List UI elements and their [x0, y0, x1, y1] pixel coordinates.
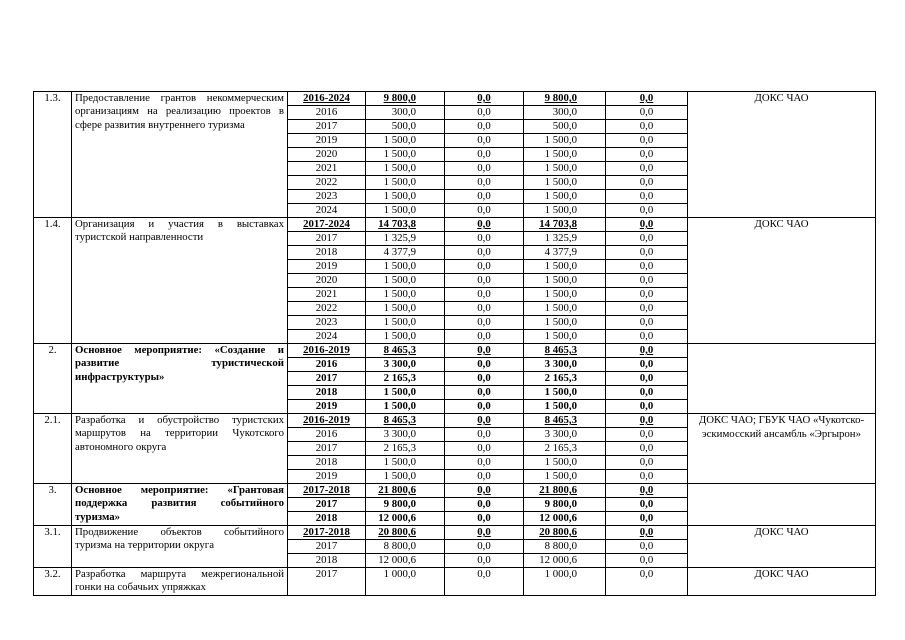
district-budget-cell: 1 500,0: [524, 176, 606, 190]
total-amount-cell: 20 800,6: [366, 526, 445, 540]
federal-budget-cell: 0,0: [445, 372, 524, 386]
district-budget-cell: 300,0: [524, 106, 606, 120]
total-amount-cell: 1 500,0: [366, 456, 445, 470]
federal-budget-cell: 0,0: [445, 456, 524, 470]
federal-budget-cell: 0,0: [445, 428, 524, 442]
period-cell: 2016-2024: [288, 92, 366, 106]
federal-budget-cell: 0,0: [445, 568, 524, 596]
total-amount-cell: 8 465,3: [366, 414, 445, 428]
item-number: 1.4.: [34, 218, 72, 344]
district-budget-cell: 8 465,3: [524, 414, 606, 428]
total-amount-cell: 4 377,9: [366, 246, 445, 260]
total-amount-cell: 1 000,0: [366, 568, 445, 596]
district-budget-cell: 1 500,0: [524, 400, 606, 414]
period-cell: 2017: [288, 498, 366, 512]
period-cell: 2018: [288, 512, 366, 526]
period-cell: 2020: [288, 148, 366, 162]
total-amount-cell: 9 800,0: [366, 498, 445, 512]
federal-budget-cell: 0,0: [445, 400, 524, 414]
period-cell: 2016: [288, 106, 366, 120]
period-cell: 2019: [288, 260, 366, 274]
total-amount-cell: 12 000,6: [366, 554, 445, 568]
district-budget-cell: 1 500,0: [524, 456, 606, 470]
period-cell: 2017: [288, 232, 366, 246]
other-sources-cell: 0,0: [606, 540, 688, 554]
total-amount-cell: 1 500,0: [366, 288, 445, 302]
executor-cell: ДОКС ЧАО; ГБУК ЧАО «Чукотско-эскимосский ансамбль «Эргырон»: [688, 414, 876, 484]
period-cell: 2021: [288, 162, 366, 176]
item-title: Продвижение объектов событийного туризма на территории округа: [72, 526, 288, 568]
federal-budget-cell: 0,0: [445, 176, 524, 190]
district-budget-cell: 12 000,6: [524, 554, 606, 568]
total-amount-cell: 3 300,0: [366, 358, 445, 372]
district-budget-cell: 14 703,8: [524, 218, 606, 232]
item-title: Разработка и обустройство туристских маршрутов на территории Чукотского автономного округа: [72, 414, 288, 484]
period-cell: 2023: [288, 316, 366, 330]
total-amount-cell: 14 703,8: [366, 218, 445, 232]
period-cell: 2020: [288, 274, 366, 288]
federal-budget-cell: 0,0: [445, 288, 524, 302]
period-cell: 2019: [288, 470, 366, 484]
federal-budget-cell: 0,0: [445, 442, 524, 456]
table-row: [34, 218, 876, 232]
district-budget-cell: 9 800,0: [524, 498, 606, 512]
item-title: Предоставление грантов некоммерческим организациям на реализацию проектов в сфере развития внутреннего туризма: [72, 92, 288, 218]
district-budget-cell: 8 465,3: [524, 344, 606, 358]
total-amount-cell: 1 500,0: [366, 204, 445, 218]
total-amount-cell: 300,0: [366, 106, 445, 120]
executor-cell: [688, 484, 876, 526]
other-sources-cell: 0,0: [606, 512, 688, 526]
total-amount-cell: 1 325,9: [366, 232, 445, 246]
total-amount-cell: 3 300,0: [366, 428, 445, 442]
period-cell: 2017: [288, 120, 366, 134]
other-sources-cell: 0,0: [606, 428, 688, 442]
program-funding-table: [33, 91, 876, 596]
executor-cell: ДОКС ЧАО: [688, 218, 876, 344]
table-row: [34, 92, 876, 106]
district-budget-cell: 3 300,0: [524, 428, 606, 442]
period-cell: 2018: [288, 456, 366, 470]
table-row: [34, 344, 876, 358]
other-sources-cell: 0,0: [606, 358, 688, 372]
total-amount-cell: 1 500,0: [366, 162, 445, 176]
total-amount-cell: 1 500,0: [366, 470, 445, 484]
federal-budget-cell: 0,0: [445, 316, 524, 330]
period-cell: 2018: [288, 554, 366, 568]
total-amount-cell: 12 000,6: [366, 512, 445, 526]
table-row: [34, 568, 876, 596]
federal-budget-cell: 0,0: [445, 512, 524, 526]
other-sources-cell: 0,0: [606, 148, 688, 162]
executor-cell: ДОКС ЧАО: [688, 92, 876, 218]
item-title: Разработка маршрута межрегиональной гонки на собачьих упряжках: [72, 568, 288, 596]
federal-budget-cell: 0,0: [445, 162, 524, 176]
federal-budget-cell: 0,0: [445, 246, 524, 260]
federal-budget-cell: 0,0: [445, 498, 524, 512]
other-sources-cell: 0,0: [606, 134, 688, 148]
period-cell: 2019: [288, 134, 366, 148]
total-amount-cell: 1 500,0: [366, 260, 445, 274]
period-cell: 2017-2018: [288, 484, 366, 498]
district-budget-cell: 3 300,0: [524, 358, 606, 372]
federal-budget-cell: 0,0: [445, 106, 524, 120]
item-number: 2.1.: [34, 414, 72, 484]
federal-budget-cell: 0,0: [445, 526, 524, 540]
period-cell: 2017: [288, 568, 366, 596]
district-budget-cell: 2 165,3: [524, 442, 606, 456]
other-sources-cell: 0,0: [606, 554, 688, 568]
district-budget-cell: 2 165,3: [524, 372, 606, 386]
federal-budget-cell: 0,0: [445, 344, 524, 358]
total-amount-cell: 1 500,0: [366, 134, 445, 148]
total-amount-cell: 1 500,0: [366, 190, 445, 204]
period-cell: 2024: [288, 204, 366, 218]
total-amount-cell: 1 500,0: [366, 148, 445, 162]
other-sources-cell: 0,0: [606, 120, 688, 134]
period-cell: 2018: [288, 246, 366, 260]
table-row: [34, 484, 876, 498]
period-cell: 2017: [288, 372, 366, 386]
other-sources-cell: 0,0: [606, 442, 688, 456]
district-budget-cell: 1 500,0: [524, 190, 606, 204]
district-budget-cell: 1 500,0: [524, 162, 606, 176]
executor-cell: [688, 344, 876, 414]
period-cell: 2016: [288, 358, 366, 372]
table-row: [34, 526, 876, 540]
total-amount-cell: 2 165,3: [366, 442, 445, 456]
district-budget-cell: 9 800,0: [524, 92, 606, 106]
total-amount-cell: 8 800,0: [366, 540, 445, 554]
period-cell: 2018: [288, 386, 366, 400]
other-sources-cell: 0,0: [606, 106, 688, 120]
federal-budget-cell: 0,0: [445, 92, 524, 106]
other-sources-cell: 0,0: [606, 456, 688, 470]
other-sources-cell: 0,0: [606, 288, 688, 302]
period-cell: 2017-2024: [288, 218, 366, 232]
district-budget-cell: 1 500,0: [524, 148, 606, 162]
total-amount-cell: 1 500,0: [366, 302, 445, 316]
item-number: 3.1.: [34, 526, 72, 568]
period-cell: 2016: [288, 428, 366, 442]
federal-budget-cell: 0,0: [445, 302, 524, 316]
federal-budget-cell: 0,0: [445, 148, 524, 162]
federal-budget-cell: 0,0: [445, 330, 524, 344]
total-amount-cell: 500,0: [366, 120, 445, 134]
district-budget-cell: 1 500,0: [524, 260, 606, 274]
other-sources-cell: 0,0: [606, 316, 688, 330]
federal-budget-cell: 0,0: [445, 358, 524, 372]
period-cell: 2017: [288, 540, 366, 554]
federal-budget-cell: 0,0: [445, 274, 524, 288]
period-cell: 2024: [288, 330, 366, 344]
federal-budget-cell: 0,0: [445, 260, 524, 274]
district-budget-cell: 1 500,0: [524, 302, 606, 316]
total-amount-cell: 9 800,0: [366, 92, 445, 106]
total-amount-cell: 1 500,0: [366, 274, 445, 288]
period-cell: 2017-2018: [288, 526, 366, 540]
other-sources-cell: 0,0: [606, 400, 688, 414]
other-sources-cell: 0,0: [606, 246, 688, 260]
district-budget-cell: 1 500,0: [524, 204, 606, 218]
other-sources-cell: 0,0: [606, 484, 688, 498]
district-budget-cell: 1 500,0: [524, 274, 606, 288]
district-budget-cell: 4 377,9: [524, 246, 606, 260]
district-budget-cell: 12 000,6: [524, 512, 606, 526]
other-sources-cell: 0,0: [606, 162, 688, 176]
period-cell: 2021: [288, 288, 366, 302]
federal-budget-cell: 0,0: [445, 204, 524, 218]
federal-budget-cell: 0,0: [445, 218, 524, 232]
other-sources-cell: 0,0: [606, 176, 688, 190]
other-sources-cell: 0,0: [606, 232, 688, 246]
table-row: [34, 414, 876, 428]
total-amount-cell: 1 500,0: [366, 316, 445, 330]
district-budget-cell: 1 500,0: [524, 330, 606, 344]
total-amount-cell: 21 800,6: [366, 484, 445, 498]
total-amount-cell: 1 500,0: [366, 176, 445, 190]
district-budget-cell: 1 500,0: [524, 386, 606, 400]
other-sources-cell: 0,0: [606, 260, 688, 274]
other-sources-cell: 0,0: [606, 330, 688, 344]
other-sources-cell: 0,0: [606, 92, 688, 106]
item-number: 3.2.: [34, 568, 72, 596]
other-sources-cell: 0,0: [606, 274, 688, 288]
period-cell: 2019: [288, 400, 366, 414]
total-amount-cell: 1 500,0: [366, 400, 445, 414]
other-sources-cell: 0,0: [606, 414, 688, 428]
federal-budget-cell: 0,0: [445, 540, 524, 554]
period-cell: 2023: [288, 190, 366, 204]
item-number: 3.: [34, 484, 72, 526]
total-amount-cell: 1 500,0: [366, 386, 445, 400]
federal-budget-cell: 0,0: [445, 414, 524, 428]
period-cell: 2017: [288, 442, 366, 456]
item-title: Основное мероприятие: «Грантовая поддержка развития событийного туризма»: [72, 484, 288, 526]
federal-budget-cell: 0,0: [445, 484, 524, 498]
federal-budget-cell: 0,0: [445, 120, 524, 134]
federal-budget-cell: 0,0: [445, 190, 524, 204]
other-sources-cell: 0,0: [606, 204, 688, 218]
other-sources-cell: 0,0: [606, 302, 688, 316]
federal-budget-cell: 0,0: [445, 134, 524, 148]
period-cell: 2022: [288, 302, 366, 316]
table-body: [34, 92, 876, 596]
other-sources-cell: 0,0: [606, 498, 688, 512]
period-cell: 2016-2019: [288, 414, 366, 428]
total-amount-cell: 1 500,0: [366, 330, 445, 344]
period-cell: 2016-2019: [288, 344, 366, 358]
executor-cell: ДОКС ЧАО: [688, 568, 876, 596]
federal-budget-cell: 0,0: [445, 554, 524, 568]
other-sources-cell: 0,0: [606, 568, 688, 596]
federal-budget-cell: 0,0: [445, 470, 524, 484]
district-budget-cell: 20 800,6: [524, 526, 606, 540]
federal-budget-cell: 0,0: [445, 386, 524, 400]
period-cell: 2022: [288, 176, 366, 190]
other-sources-cell: 0,0: [606, 386, 688, 400]
item-title: Организация и участия в выставках туристской направленности: [72, 218, 288, 344]
item-number: 1.3.: [34, 92, 72, 218]
other-sources-cell: 0,0: [606, 218, 688, 232]
other-sources-cell: 0,0: [606, 372, 688, 386]
district-budget-cell: 1 500,0: [524, 288, 606, 302]
other-sources-cell: 0,0: [606, 526, 688, 540]
district-budget-cell: 21 800,6: [524, 484, 606, 498]
other-sources-cell: 0,0: [606, 344, 688, 358]
item-title: Основное мероприятие: «Создание и развитие туристической инфраструктуры»: [72, 344, 288, 414]
federal-budget-cell: 0,0: [445, 232, 524, 246]
executor-cell: ДОКС ЧАО: [688, 526, 876, 568]
district-budget-cell: 1 500,0: [524, 316, 606, 330]
total-amount-cell: 8 465,3: [366, 344, 445, 358]
district-budget-cell: 500,0: [524, 120, 606, 134]
district-budget-cell: 1 000,0: [524, 568, 606, 596]
other-sources-cell: 0,0: [606, 470, 688, 484]
item-number: 2.: [34, 344, 72, 414]
district-budget-cell: 8 800,0: [524, 540, 606, 554]
district-budget-cell: 1 325,9: [524, 232, 606, 246]
total-amount-cell: 2 165,3: [366, 372, 445, 386]
other-sources-cell: 0,0: [606, 190, 688, 204]
district-budget-cell: 1 500,0: [524, 470, 606, 484]
district-budget-cell: 1 500,0: [524, 134, 606, 148]
